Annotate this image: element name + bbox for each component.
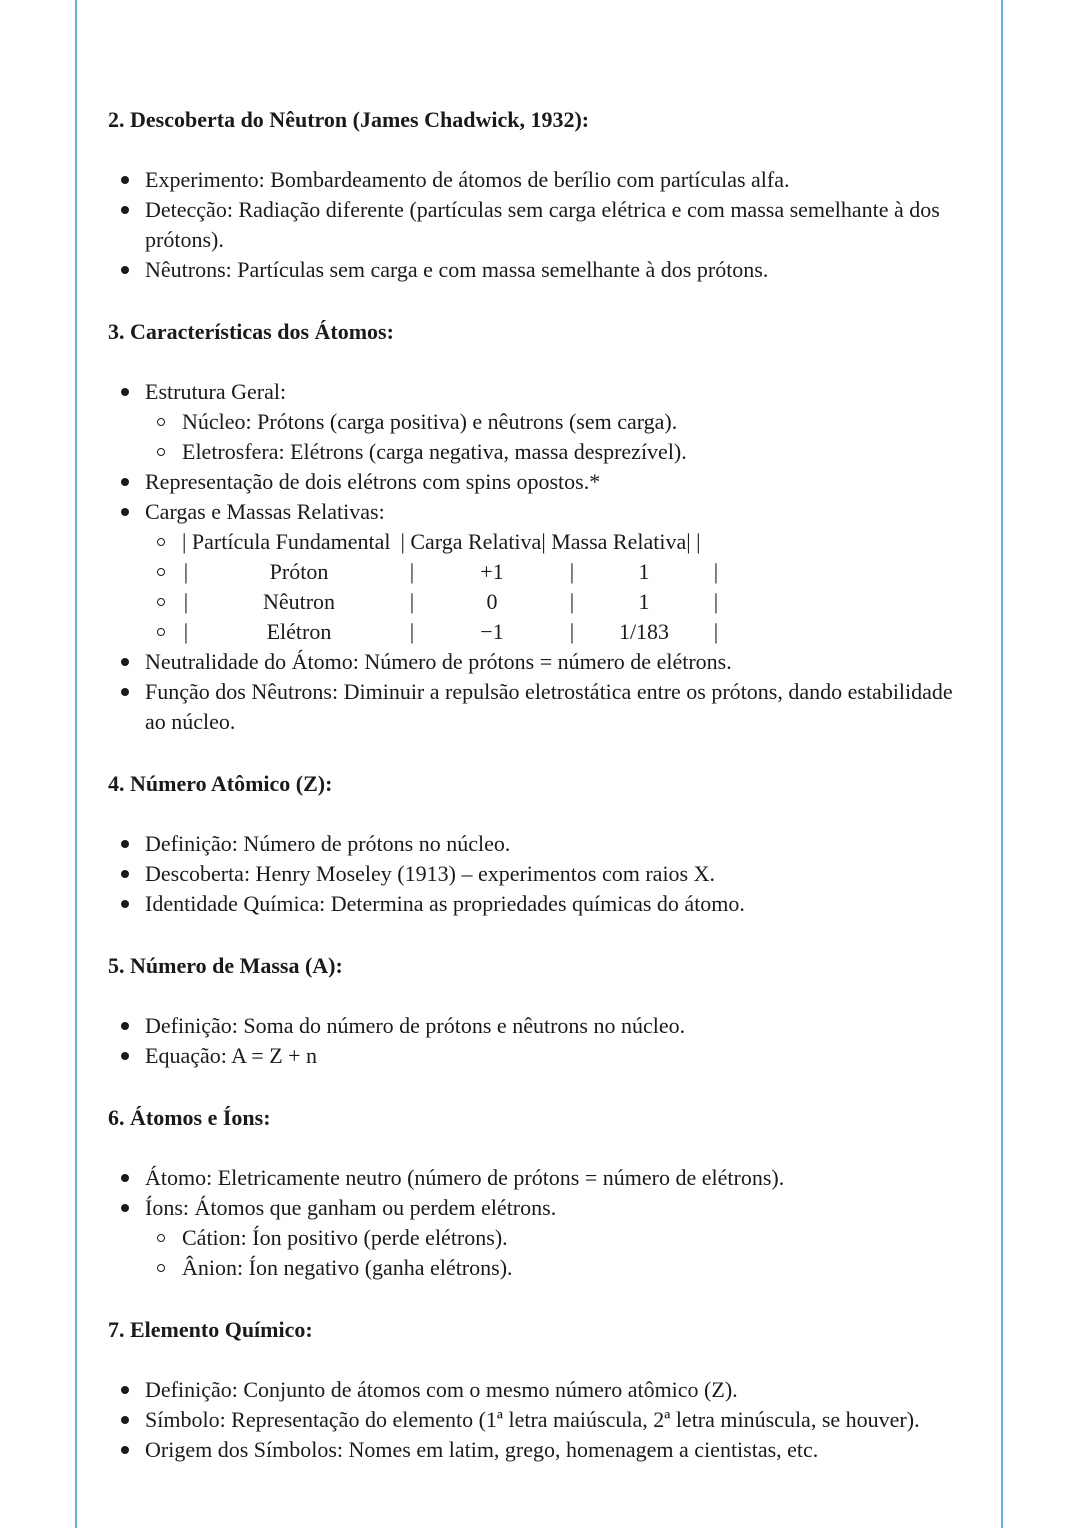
list-item: Neutralidade do Átomo: Número de prótons = número de elétrons. [108,647,978,677]
section-heading-caracteristicas: 3. Características dos Átomos: [108,319,394,344]
bullet-icon [121,1204,129,1212]
bullet-icon [121,1052,129,1060]
table-header-row: | Partícula Fundamental | Carga Relativa | Massa Relativa | | [145,527,978,557]
table-row: | Próton | +1 | 1 | [145,557,978,587]
bullet-icon [121,658,129,666]
sub-list-item: Ânion: Íon negativo (ganha elétrons). [145,1253,978,1283]
list-item: Representação de dois elétrons com spins opostos.* [108,467,978,497]
list-item: Nêutrons: Partículas sem carga e com massa semelhante à dos prótons. [108,255,978,285]
numero-massa-list [108,1011,978,1071]
table-row: | Nêutron | 0 | 1 | [145,587,978,617]
sub-list-item: Núcleo: Prótons (carga positiva) e nêutrons (sem carga). [145,407,978,437]
atomos-ions-list [108,1163,978,1283]
bullet-icon [121,508,129,516]
caracteristicas-list [108,377,978,737]
list-item: Símbolo: Representação do elemento (1ª letra maiúscula, 2ª letra minúscula, se houver). [108,1405,978,1435]
section-heading-elemento-quimico: 7. Elemento Químico: [108,1317,313,1342]
list-item: Detecção: Radiação diferente (partículas sem carga elétrica e com massa semelhante à dos prótons). [108,195,978,255]
table-row: | Elétron | −1 | 1/183 | [145,617,978,647]
circle-bullet-icon [157,1264,165,1272]
neutron-list [108,165,978,285]
circle-bullet-icon [157,1234,165,1242]
bullet-icon [121,1446,129,1454]
list-item: Equação: A = Z + n [108,1041,978,1071]
circle-bullet-icon [157,418,165,426]
list-item: Função dos Nêutrons: Diminuir a repulsão eletrostática entre os prótons, dando estabilidade ao núcleo. [108,677,978,737]
particle-table [145,527,978,647]
bullet-icon [121,1416,129,1424]
bullet-icon [121,870,129,878]
section-heading-atomos-ions: 6. Átomos e Íons: [108,1105,271,1130]
circle-bullet-icon [157,598,165,606]
circle-bullet-icon [157,568,165,576]
list-item: Estrutura Geral: Núcleo: Prótons (carga positiva) e nêutrons (sem carga). Eletrosfera: Elétrons (carga negativa, massa desprezível). [108,377,978,467]
bullet-icon [121,900,129,908]
list-item: Cargas e Massas Relativas: | Partícula Fundamental | Carga Relativa | Massa Relativa | | | Próton | +1 | 1 | | Nêutron | 0 | 1 | | Elétron | −1 | 1/183 | [108,497,978,647]
list-item: Definição: Número de prótons no núcleo. [108,829,978,859]
numero-atomico-list [108,829,978,919]
sub-list [145,1223,978,1283]
sub-list-item: Cátion: Íon positivo (perde elétrons). [145,1223,978,1253]
circle-bullet-icon [157,538,165,546]
bullet-icon [121,388,129,396]
circle-bullet-icon [157,628,165,636]
section-heading-neutron: 2. Descoberta do Nêutron (James Chadwick, 1932): [108,107,590,132]
section-heading-numero-atomico: 4. Número Atômico (Z): [108,771,333,796]
bullet-icon [121,478,129,486]
list-item: Átomo: Eletricamente neutro (número de prótons = número de elétrons). [108,1163,978,1193]
bullet-icon [121,1386,129,1394]
list-item: Origem dos Símbolos: Nomes em latim, grego, homenagem a cientistas, etc. [108,1435,978,1465]
elemento-quimico-list [108,1375,978,1465]
list-item: Experimento: Bombardeamento de átomos de berílio com partículas alfa. [108,165,978,195]
bullet-icon [121,266,129,274]
circle-bullet-icon [157,448,165,456]
bullet-icon [121,1174,129,1182]
list-item: Descoberta: Henry Moseley (1913) – experimentos com raios X. [108,859,978,889]
bullet-icon [121,840,129,848]
bullet-icon [121,688,129,696]
bullet-icon [121,176,129,184]
list-item: Definição: Conjunto de átomos com o mesmo número atômico (Z). [108,1375,978,1405]
list-item: Definição: Soma do número de prótons e nêutrons no núcleo. [108,1011,978,1041]
list-item: Identidade Química: Determina as propriedades químicas do átomo. [108,889,978,919]
bullet-icon [121,206,129,214]
sub-list [145,407,978,467]
bullet-icon [121,1022,129,1030]
section-heading-numero-massa: 5. Número de Massa (A): [108,953,343,978]
list-item: Íons: Átomos que ganham ou perdem elétrons. Cátion: Íon positivo (perde elétrons). Ânion: Íon negativo (ganha elétrons). [108,1193,978,1283]
document-content [108,103,978,1495]
sub-list-item: Eletrosfera: Elétrons (carga negativa, massa desprezível). [145,437,978,467]
